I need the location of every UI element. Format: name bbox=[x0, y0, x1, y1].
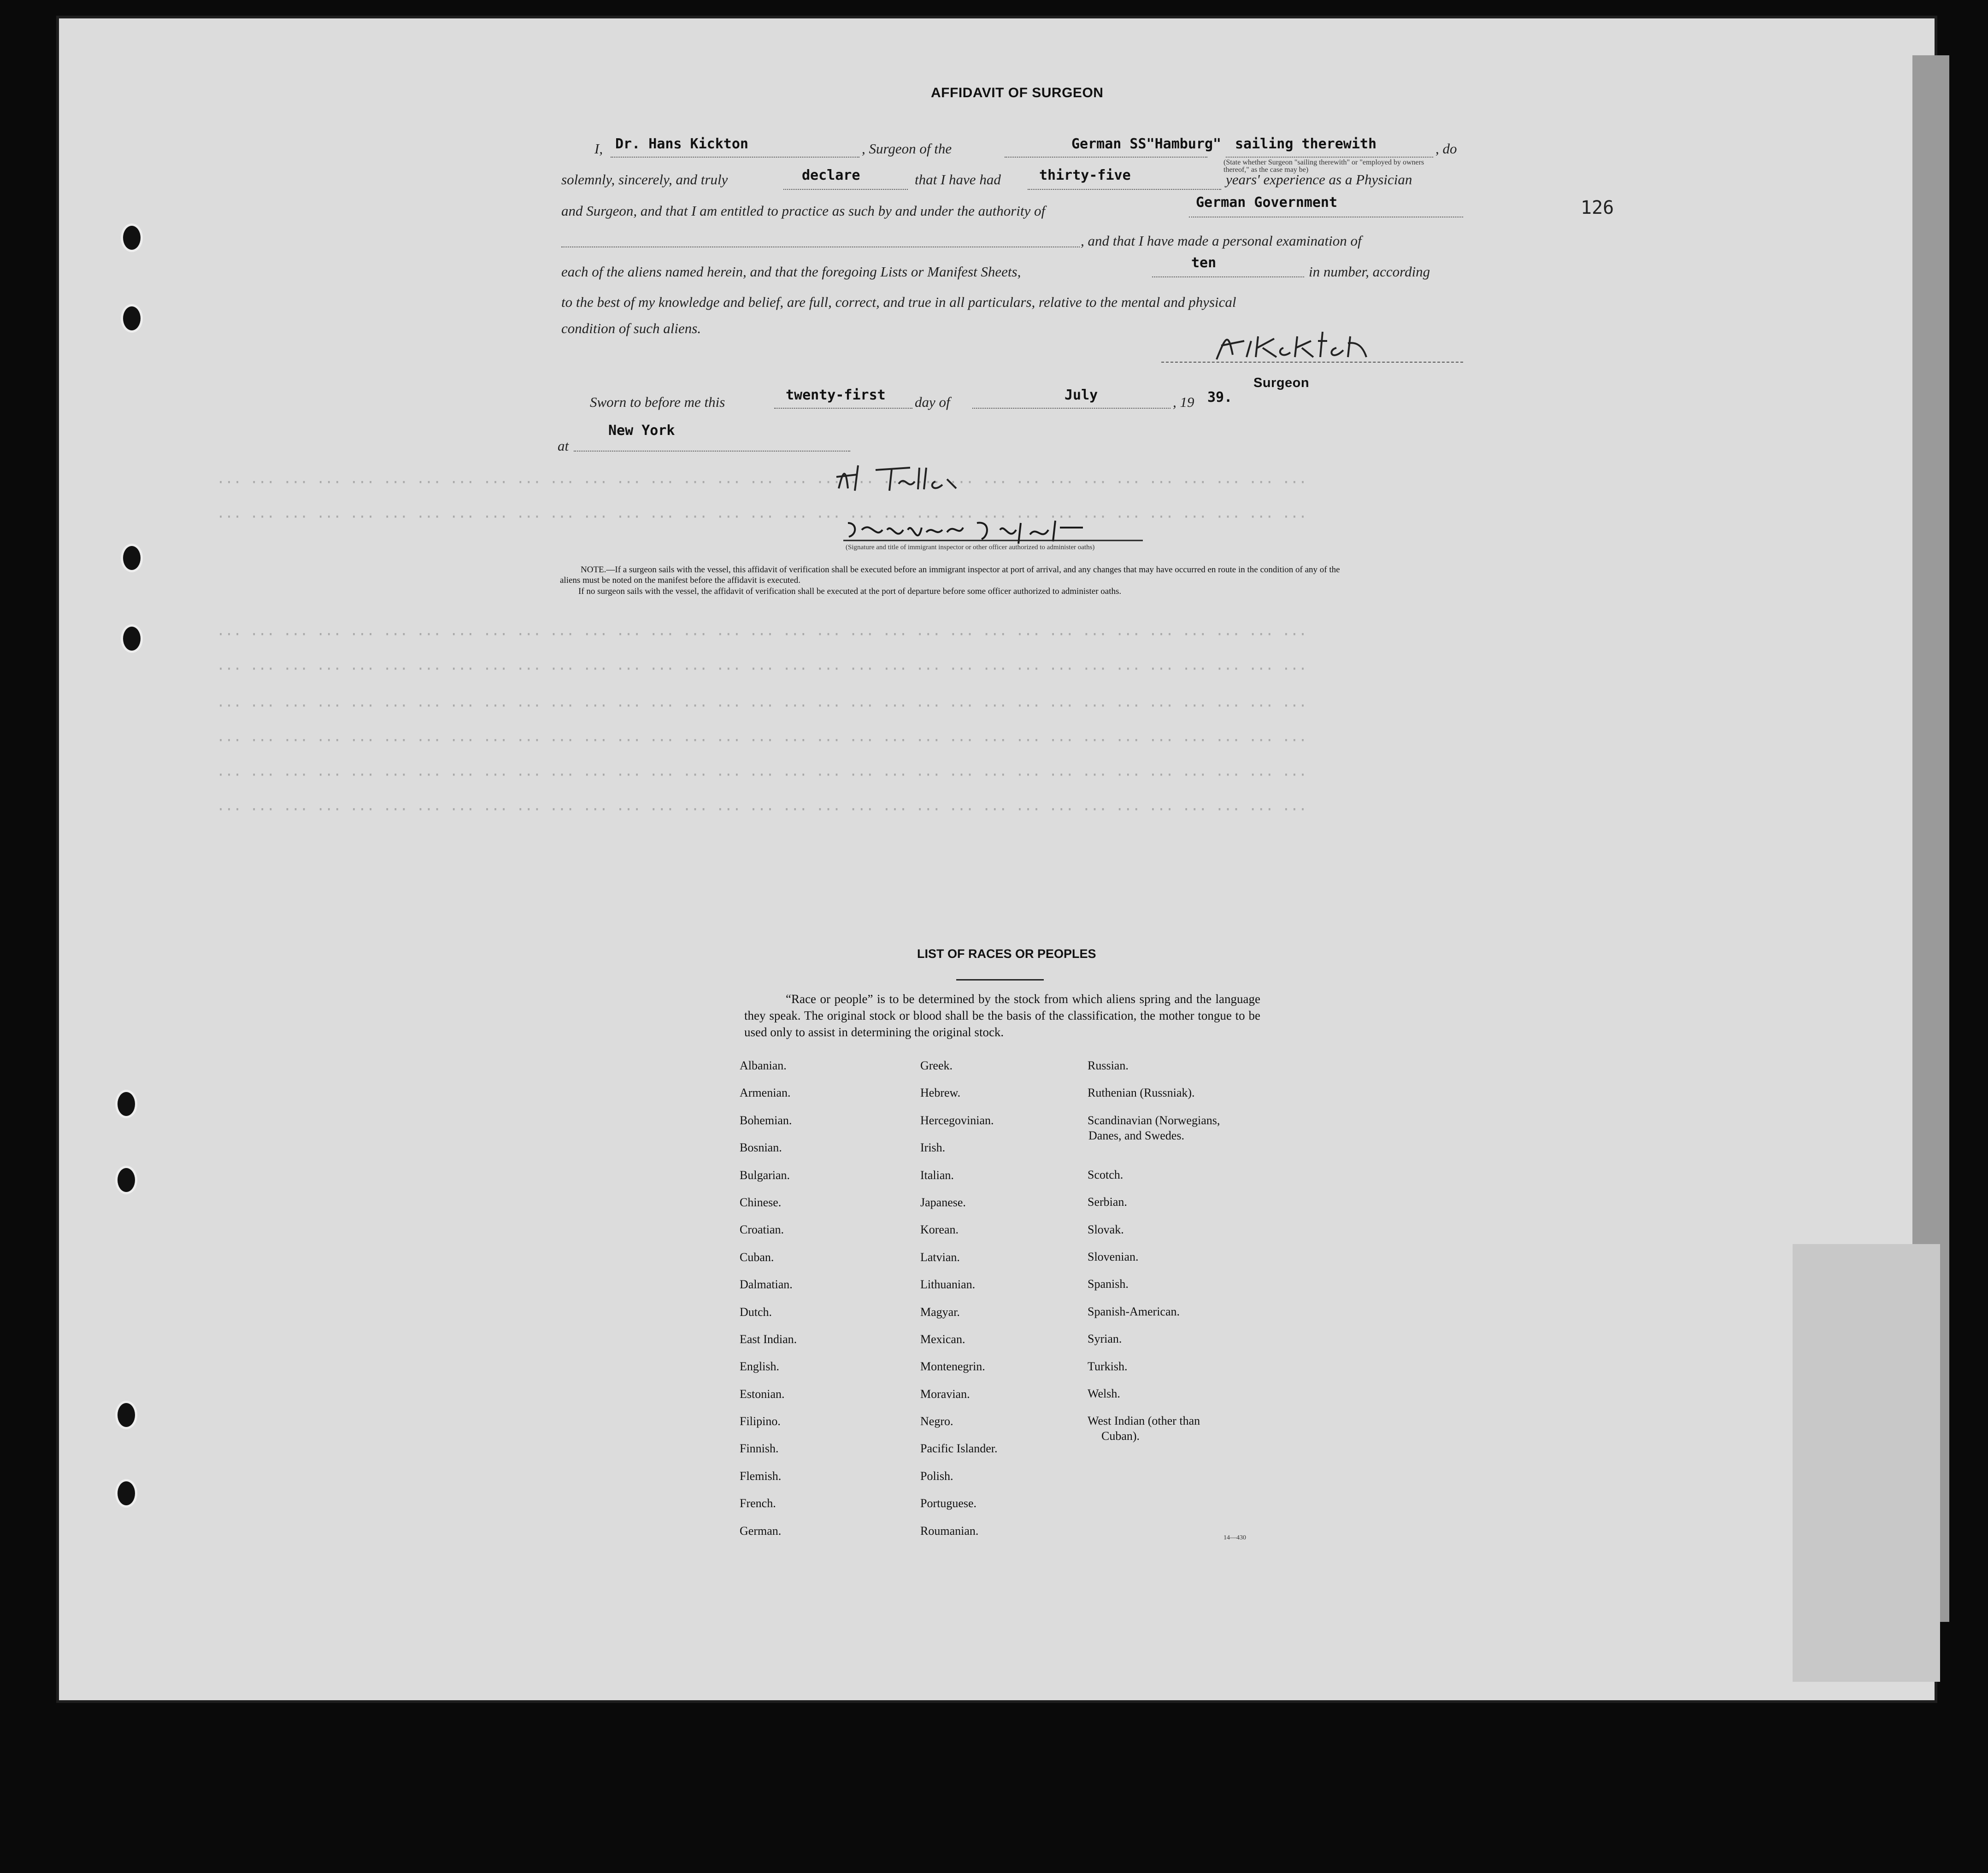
and-surgeon-label: and Surgeon, and that I am entitled to practice as such by and under the authority of bbox=[561, 203, 1046, 219]
bleed-through-row: ··· ··· ··· ··· ··· ··· ··· ··· ··· ··· ··· ··· ··· ··· ··· ··· ··· ··· ··· ··· ··· ··· ··· ··· ··· ··· ··· ··· ··· ··· ··· ··· ··· bbox=[217, 627, 1307, 643]
punch-hole bbox=[121, 304, 143, 333]
sworn-month: July bbox=[1065, 387, 1098, 403]
declaration: declare bbox=[802, 167, 860, 183]
bleed-through-row: ··· ··· ··· ··· ··· ··· ··· ··· ··· ··· ··· ··· ··· ··· ··· ··· ··· ··· ··· ··· ··· ··· ··· ··· ··· ··· ··· ··· ··· ··· ··· ··· ··· bbox=[217, 509, 1307, 525]
race-item: Greek. bbox=[920, 1059, 953, 1072]
race-item: Scotch. bbox=[1088, 1168, 1123, 1181]
race-item: Dutch. bbox=[740, 1305, 772, 1319]
race-item: Irish. bbox=[920, 1141, 946, 1155]
place-line bbox=[574, 451, 850, 452]
race-item: Armenian. bbox=[740, 1086, 791, 1100]
race-item: Dalmatian. bbox=[740, 1278, 793, 1292]
each-alien-label: each of the aliens named herein, and that the foregoing Lists or Manifest Sheets, bbox=[561, 264, 1021, 280]
race-item: Russian. bbox=[1088, 1059, 1129, 1072]
had-label: that I have had bbox=[915, 171, 1001, 188]
sailing-note: (State whether Surgeon "sailing therewith" or "employed by owners thereof," as the case may be) bbox=[1223, 159, 1424, 174]
race-item: Negro. bbox=[920, 1415, 953, 1428]
years-line bbox=[1028, 189, 1221, 190]
races-column-2 bbox=[920, 1059, 998, 1551]
race-item: Magyar. bbox=[920, 1305, 960, 1319]
race-item: Montenegrin. bbox=[920, 1360, 985, 1374]
day-of-label: day of bbox=[915, 394, 950, 410]
race-item: West Indian (other than bbox=[1088, 1414, 1200, 1428]
race-item: Syrian. bbox=[1088, 1332, 1122, 1346]
race-item: Estonian. bbox=[740, 1387, 785, 1401]
race-item: Bulgarian. bbox=[740, 1168, 790, 1182]
form-number: 14—430 bbox=[1223, 1534, 1246, 1541]
races-title-rule bbox=[956, 979, 1044, 981]
sheets-line bbox=[1152, 276, 1304, 277]
bleed-through-row: ··· ··· ··· ··· ··· ··· ··· ··· ··· ··· ··· ··· ··· ··· ··· ··· ··· ··· ··· ··· ··· ··· ··· ··· ··· ··· ··· ··· ··· ··· ··· ··· ··· bbox=[217, 475, 1307, 491]
race-item: Flemish. bbox=[740, 1469, 782, 1483]
race-item: Cuban). bbox=[1101, 1429, 1140, 1443]
race-item: Moravian. bbox=[920, 1387, 970, 1401]
race-item: Slovenian. bbox=[1088, 1250, 1139, 1263]
sailing-line bbox=[1226, 157, 1433, 158]
sworn-label: Sworn to before me this bbox=[590, 394, 725, 410]
punch-hole bbox=[115, 1166, 137, 1194]
race-item: Italian. bbox=[920, 1168, 954, 1182]
punch-hole bbox=[121, 223, 143, 252]
race-item: Roumanian. bbox=[920, 1524, 979, 1538]
month-line bbox=[972, 408, 1170, 409]
race-item: Albanian. bbox=[740, 1059, 787, 1072]
race-item: Spanish-American. bbox=[1088, 1304, 1180, 1318]
number-label: in number, according bbox=[1309, 264, 1430, 280]
officer-caption: (Signature and title of immigrant inspector or other officer authorized to administer oaths) bbox=[846, 544, 1095, 551]
race-item: Lithuanian. bbox=[920, 1278, 976, 1292]
race-item: Mexican. bbox=[920, 1332, 965, 1346]
solemnly-label: solemnly, sincerely, and truly bbox=[561, 171, 728, 188]
race-item: Bohemian. bbox=[740, 1113, 792, 1127]
punch-hole bbox=[121, 624, 143, 653]
race-item: Scandinavian (Norwegians, bbox=[1088, 1113, 1220, 1127]
bleed-through-row: ··· ··· ··· ··· ··· ··· ··· ··· ··· ··· ··· ··· ··· ··· ··· ··· ··· ··· ··· ··· ··· ··· ··· ··· ··· ··· ··· ··· ··· ··· ··· ··· ··· bbox=[217, 698, 1307, 714]
ship-name: German SS"Hamburg" bbox=[1071, 136, 1222, 152]
punch-hole bbox=[115, 1090, 137, 1118]
race-item: Finnish. bbox=[740, 1442, 779, 1456]
note-2: If no surgeon sails with the vessel, the affidavit of verification shall be executed at the port of departure before some officer authorized to administer oaths. bbox=[578, 587, 1122, 596]
declaration-line bbox=[783, 189, 908, 190]
sworn-place: New York bbox=[608, 423, 675, 439]
i-label: I, bbox=[594, 141, 603, 157]
punch-hole bbox=[121, 544, 143, 572]
knowledge-label: to the best of my knowledge and belief, are full, correct, and true in all particulars, relative to the mental and physical bbox=[561, 294, 1236, 310]
race-item: Hebrew. bbox=[920, 1086, 961, 1100]
do-label: , do bbox=[1435, 141, 1457, 157]
authority: German Government bbox=[1196, 194, 1338, 211]
races-title: LIST OF RACES OR PEOPLES bbox=[917, 947, 1096, 961]
race-item: Bosnian. bbox=[740, 1141, 782, 1155]
condition-label: condition of such aliens. bbox=[561, 320, 701, 336]
surgeon-name-line bbox=[611, 157, 859, 158]
punch-hole bbox=[115, 1479, 137, 1508]
personal-exam-label: , and that I have made a personal examination of bbox=[1081, 233, 1362, 249]
ship-line bbox=[1005, 157, 1207, 158]
races-column-1 bbox=[740, 1059, 797, 1551]
race-item: Pacific Islander. bbox=[920, 1442, 998, 1456]
bleed-through-row: ··· ··· ··· ··· ··· ··· ··· ··· ··· ··· ··· ··· ··· ··· ··· ··· ··· ··· ··· ··· ··· ··· ··· ··· ··· ··· ··· ··· ··· ··· ··· ··· ··· bbox=[217, 802, 1307, 818]
race-item: French. bbox=[740, 1497, 776, 1510]
at-label: at bbox=[558, 438, 569, 454]
race-item: Welsh. bbox=[1088, 1386, 1120, 1400]
race-item: Portuguese. bbox=[920, 1497, 977, 1510]
year-prefix: , 19 bbox=[1173, 394, 1194, 410]
races-column-3 bbox=[1088, 1059, 1220, 1457]
race-item: Korean. bbox=[920, 1223, 959, 1237]
race-item: Chinese. bbox=[740, 1195, 782, 1209]
race-item: Filipino. bbox=[740, 1415, 781, 1428]
surgeon-title: Surgeon bbox=[1253, 376, 1310, 390]
race-item: Serbian. bbox=[1088, 1195, 1127, 1209]
surgeon-of-label: , Surgeon of the bbox=[862, 141, 952, 157]
bleed-through-row: ··· ··· ··· ··· ··· ··· ··· ··· ··· ··· ··· ··· ··· ··· ··· ··· ··· ··· ··· ··· ··· ··· ··· ··· ··· ··· ··· ··· ··· ··· ··· ··· ··· bbox=[217, 661, 1307, 677]
race-item: Croatian. bbox=[740, 1223, 784, 1237]
surgeon-name: Dr. Hans Kickton bbox=[615, 136, 748, 152]
bleed-through-row: ··· ··· ··· ··· ··· ··· ··· ··· ··· ··· ··· ··· ··· ··· ··· ··· ··· ··· ··· ··· ··· ··· ··· ··· ··· ··· ··· ··· ··· ··· ··· ··· ··· bbox=[217, 733, 1307, 749]
surgeon-signature-line bbox=[1161, 362, 1463, 363]
race-item: Ruthenian (Russniak). bbox=[1088, 1086, 1195, 1100]
experience-label: years' experience as a Physician bbox=[1226, 171, 1412, 188]
race-item: Danes, and Swedes. bbox=[1088, 1128, 1184, 1142]
note-1: NOTE.—If a surgeon sails with the vessel, this affidavit of verification shall be executed before an immigrant inspector at port of arrival, and any changes that may have occurred en route in the condition of any of the aliens must be noted on the manifest before the affidavit is executed. bbox=[560, 565, 1340, 585]
race-item: Latvian. bbox=[920, 1250, 960, 1264]
race-item: English. bbox=[740, 1360, 779, 1374]
race-item: Slovak. bbox=[1088, 1222, 1124, 1236]
races-intro: “Race or people” is to be determined by the stock from which aliens spring and the language they speak. The original stock or blood shall be the basis of the classification, the mother tongue to be used only to assist in determining the original stock. bbox=[744, 992, 1260, 1039]
day-line bbox=[774, 408, 912, 409]
page-corner bbox=[1793, 1244, 1940, 1682]
page-number: 126 bbox=[1581, 197, 1614, 218]
sheets-count: ten bbox=[1191, 255, 1217, 271]
race-item: Japanese. bbox=[920, 1195, 966, 1209]
bleed-through-row: ··· ··· ··· ··· ··· ··· ··· ··· ··· ··· ··· ··· ··· ··· ··· ··· ··· ··· ··· ··· ··· ··· ··· ··· ··· ··· ··· ··· ··· ··· ··· ··· ··· bbox=[217, 767, 1307, 783]
inspector-signature bbox=[829, 456, 1005, 498]
race-item: Spanish. bbox=[1088, 1277, 1129, 1291]
race-item: Polish. bbox=[920, 1469, 953, 1483]
sworn-year: 39. bbox=[1207, 389, 1233, 405]
years-experience: thirty-five bbox=[1039, 167, 1131, 183]
race-item: Cuban. bbox=[740, 1250, 774, 1264]
race-item: Hercegovinian. bbox=[920, 1113, 994, 1127]
affidavit-title: AFFIDAVIT OF SURGEON bbox=[931, 85, 1104, 100]
sworn-day: twenty-first bbox=[786, 387, 886, 403]
sailing-status: sailing therewith bbox=[1235, 136, 1377, 152]
race-item: East Indian. bbox=[740, 1332, 797, 1346]
race-item: Turkish. bbox=[1088, 1359, 1128, 1373]
punch-hole bbox=[115, 1401, 137, 1429]
race-item: German. bbox=[740, 1524, 782, 1538]
